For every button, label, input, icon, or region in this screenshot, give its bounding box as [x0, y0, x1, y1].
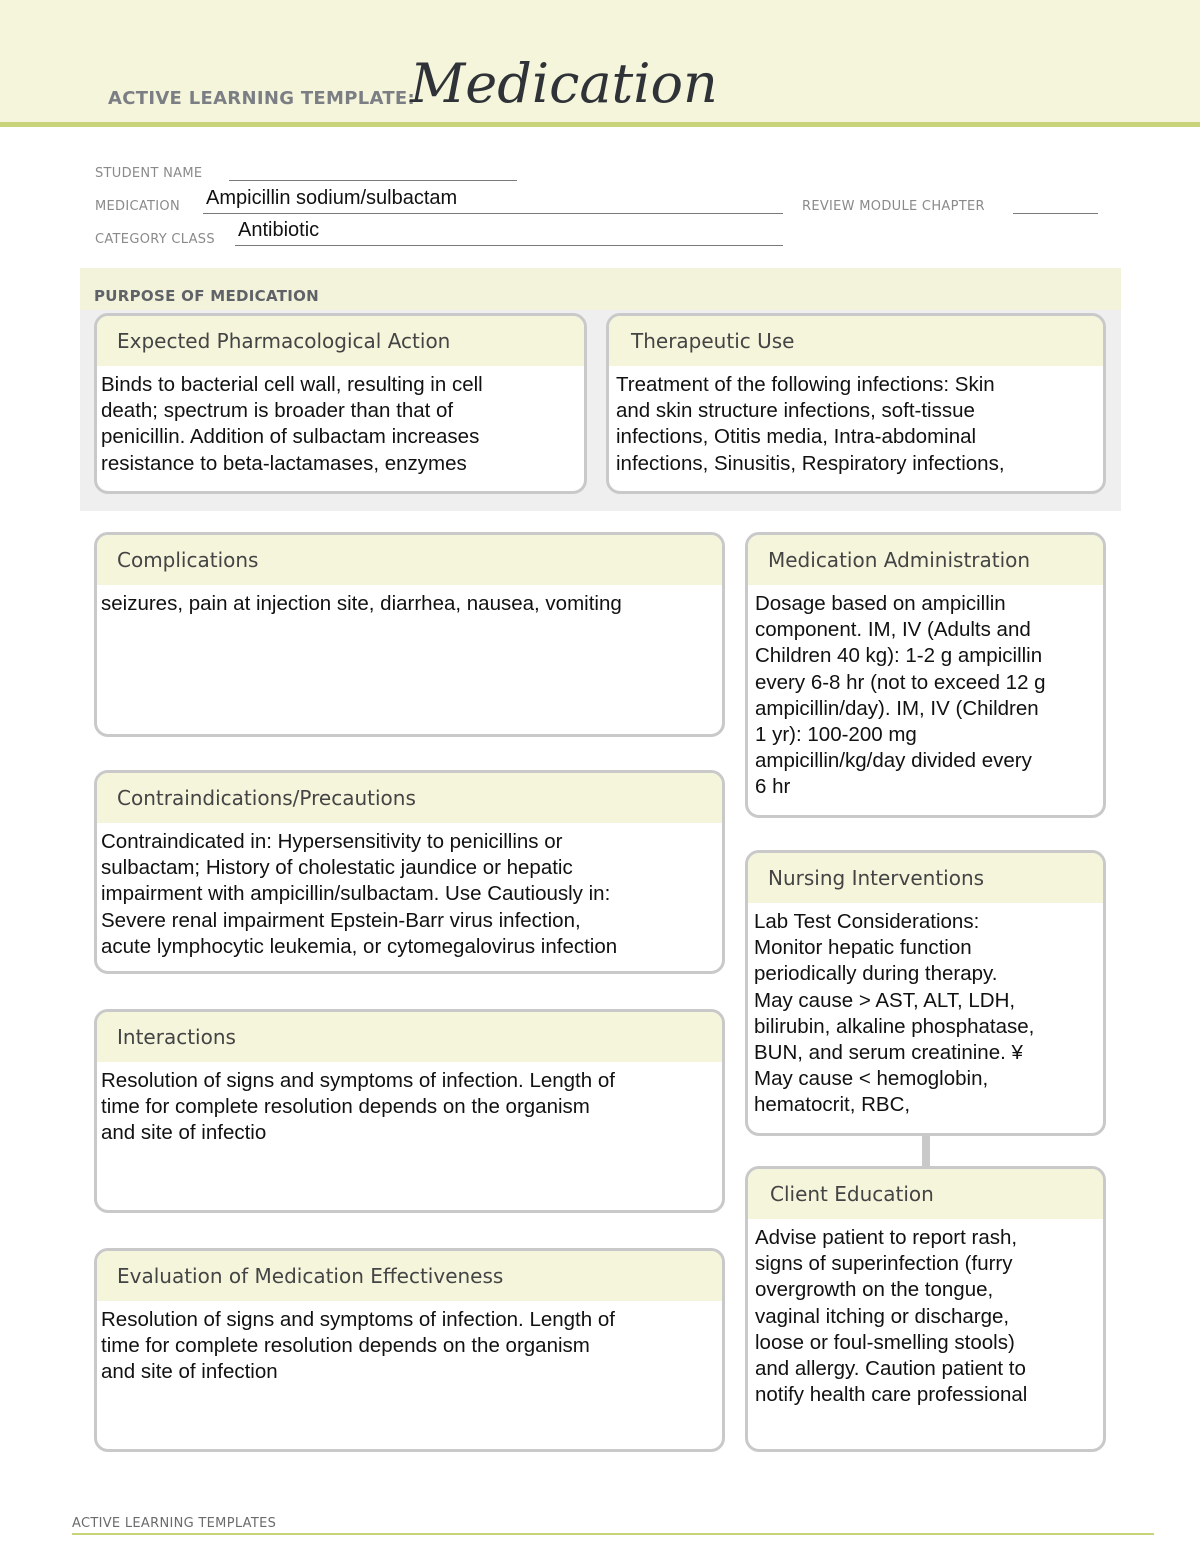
text-line: BUN, and serum creatinine. ¥ [754, 1041, 1023, 1065]
text-line: seizures, pain at injection site, diarrhea, nausea, vomiting [101, 592, 622, 615]
complications-box [94, 532, 725, 737]
text-line: Contraindicated in: Hypersensitivity to penicillins or [101, 830, 563, 853]
contraindications-title: Contraindications/Precautions [97, 773, 722, 823]
category-class-label: CATEGORY CLASS [95, 232, 215, 247]
template-prefix: ACTIVE LEARNING TEMPLATE: [108, 88, 415, 109]
medication-label: MEDICATION [95, 199, 180, 214]
text-line: Treatment of the following infections: Skin [616, 373, 995, 396]
text-line: Severe renal impairment Epstein-Barr virus infection, [101, 908, 581, 932]
text-line: infections, Otitis media, Intra-abdominal [616, 425, 977, 449]
text-line: signs of superinfection (furry [755, 1252, 1013, 1276]
interactions-box [94, 1009, 725, 1213]
category-class-field[interactable]: Antibiotic [238, 219, 320, 241]
text-line: Advise patient to report rash, [755, 1226, 1018, 1249]
category-class-line [235, 245, 783, 246]
text-line: acute lymphocytic leukemia, or cytomegalovirus infection [101, 934, 618, 958]
nursing-title: Nursing Interventions [748, 853, 1103, 903]
text-line: Binds to bacterial cell wall, resulting in cell [101, 373, 483, 396]
text-line: hematocrit, RBC, [754, 1093, 911, 1117]
text-line: time for complete resolution depends on the organism [101, 1095, 590, 1119]
text-line: impairment with ampicillin/sulbactam. Use Cautiously in: [101, 882, 611, 906]
text-line: Resolution of signs and symptoms of infection. Length of [101, 1069, 615, 1092]
text-line: May cause < hemoglobin, [754, 1067, 989, 1091]
student-name-line [229, 180, 517, 181]
administration-title: Medication Administration [748, 535, 1103, 585]
education-box [745, 1166, 1106, 1452]
text-line: and site of infection [101, 1360, 278, 1384]
evaluation-text[interactable] [97, 1301, 722, 1386]
evaluation-box [94, 1248, 725, 1452]
therapeutic-use-box [606, 313, 1106, 494]
text-line: sulbactam; History of cholestatic jaundice or hepatic [101, 856, 573, 880]
interactions-title: Interactions [97, 1012, 722, 1062]
text-line: Children 40 kg): 1-2 g ampicillin [755, 644, 1043, 668]
text-line: resistance to beta-lactamases, enzymes [101, 451, 467, 475]
connector-bar [922, 1134, 930, 1167]
review-module-label: REVIEW MODULE CHAPTER [802, 199, 985, 214]
text-line: every 6-8 hr (not to exceed 12 g [755, 670, 1046, 694]
medication-field[interactable]: Ampicillin sodium/sulbactam [206, 187, 458, 209]
text-line: ampicillin/day). IM, IV (Children [755, 696, 1039, 720]
expected-action-text[interactable] [97, 366, 584, 477]
text-line: Resolution of signs and symptoms of infection. Length of [101, 1308, 615, 1331]
text-line: death; spectrum is broader than that of [101, 399, 454, 423]
text-line: bilirubin, alkaline phosphatase, [754, 1014, 1035, 1038]
expected-action-box [94, 313, 587, 494]
text-line: infections, Sinusitis, Respiratory infections, [616, 451, 1005, 475]
therapeutic-use-text[interactable] [609, 366, 1103, 477]
text-line: and site of infectio [101, 1121, 267, 1145]
text-line: Dosage based on ampicillin [755, 592, 1006, 615]
text-line: 1 yr): 100-200 mg [755, 723, 917, 747]
nursing-box [745, 850, 1106, 1136]
medication-line [203, 213, 783, 214]
complications-text[interactable] [97, 585, 722, 617]
text-line: and skin structure infections, soft-tissue [616, 399, 975, 423]
text-line: May cause > AST, ALT, LDH, [754, 988, 1016, 1012]
text-line: ampicillin/kg/day divided every [755, 749, 1032, 773]
text-line: and allergy. Caution patient to [755, 1357, 1026, 1381]
purpose-label: PURPOSE OF MEDICATION [94, 287, 320, 305]
text-line: component. IM, IV (Adults and [755, 618, 1031, 642]
text-line: vaginal itching or discharge, [755, 1304, 1010, 1328]
text-line: Monitor hepatic function [754, 936, 972, 960]
review-module-line [1013, 213, 1098, 214]
footer-rule [72, 1533, 1154, 1535]
therapeutic-use-title: Therapeutic Use [609, 316, 1103, 366]
text-line: time for complete resolution depends on the organism [101, 1334, 590, 1358]
nursing-text[interactable] [748, 903, 1103, 1119]
contraindications-text[interactable] [97, 823, 722, 960]
education-title: Client Education [748, 1169, 1103, 1219]
text-line: penicillin. Addition of sulbactam increases [101, 425, 480, 449]
page-title: Medication [410, 52, 718, 115]
text-line: loose or foul-smelling stools) [755, 1330, 1015, 1354]
evaluation-title: Evaluation of Medication Effectiveness [97, 1251, 722, 1301]
student-name-label: STUDENT NAME [95, 166, 203, 181]
administration-box [745, 532, 1106, 818]
footer-label: ACTIVE LEARNING TEMPLATES [72, 1516, 277, 1531]
expected-action-title: Expected Pharmacological Action [97, 316, 584, 366]
complications-title: Complications [97, 535, 722, 585]
text-line: Lab Test Considerations: [754, 910, 980, 933]
text-line: 6 hr [755, 775, 791, 799]
text-line: notify health care professional [755, 1383, 1028, 1407]
text-line: periodically during therapy. [754, 962, 998, 986]
text-line: overgrowth on the tongue, [755, 1278, 994, 1302]
administration-text[interactable] [748, 585, 1103, 801]
header-rule [0, 122, 1200, 127]
interactions-text[interactable] [97, 1062, 722, 1147]
education-text[interactable] [748, 1219, 1103, 1408]
contraindications-box [94, 770, 725, 974]
